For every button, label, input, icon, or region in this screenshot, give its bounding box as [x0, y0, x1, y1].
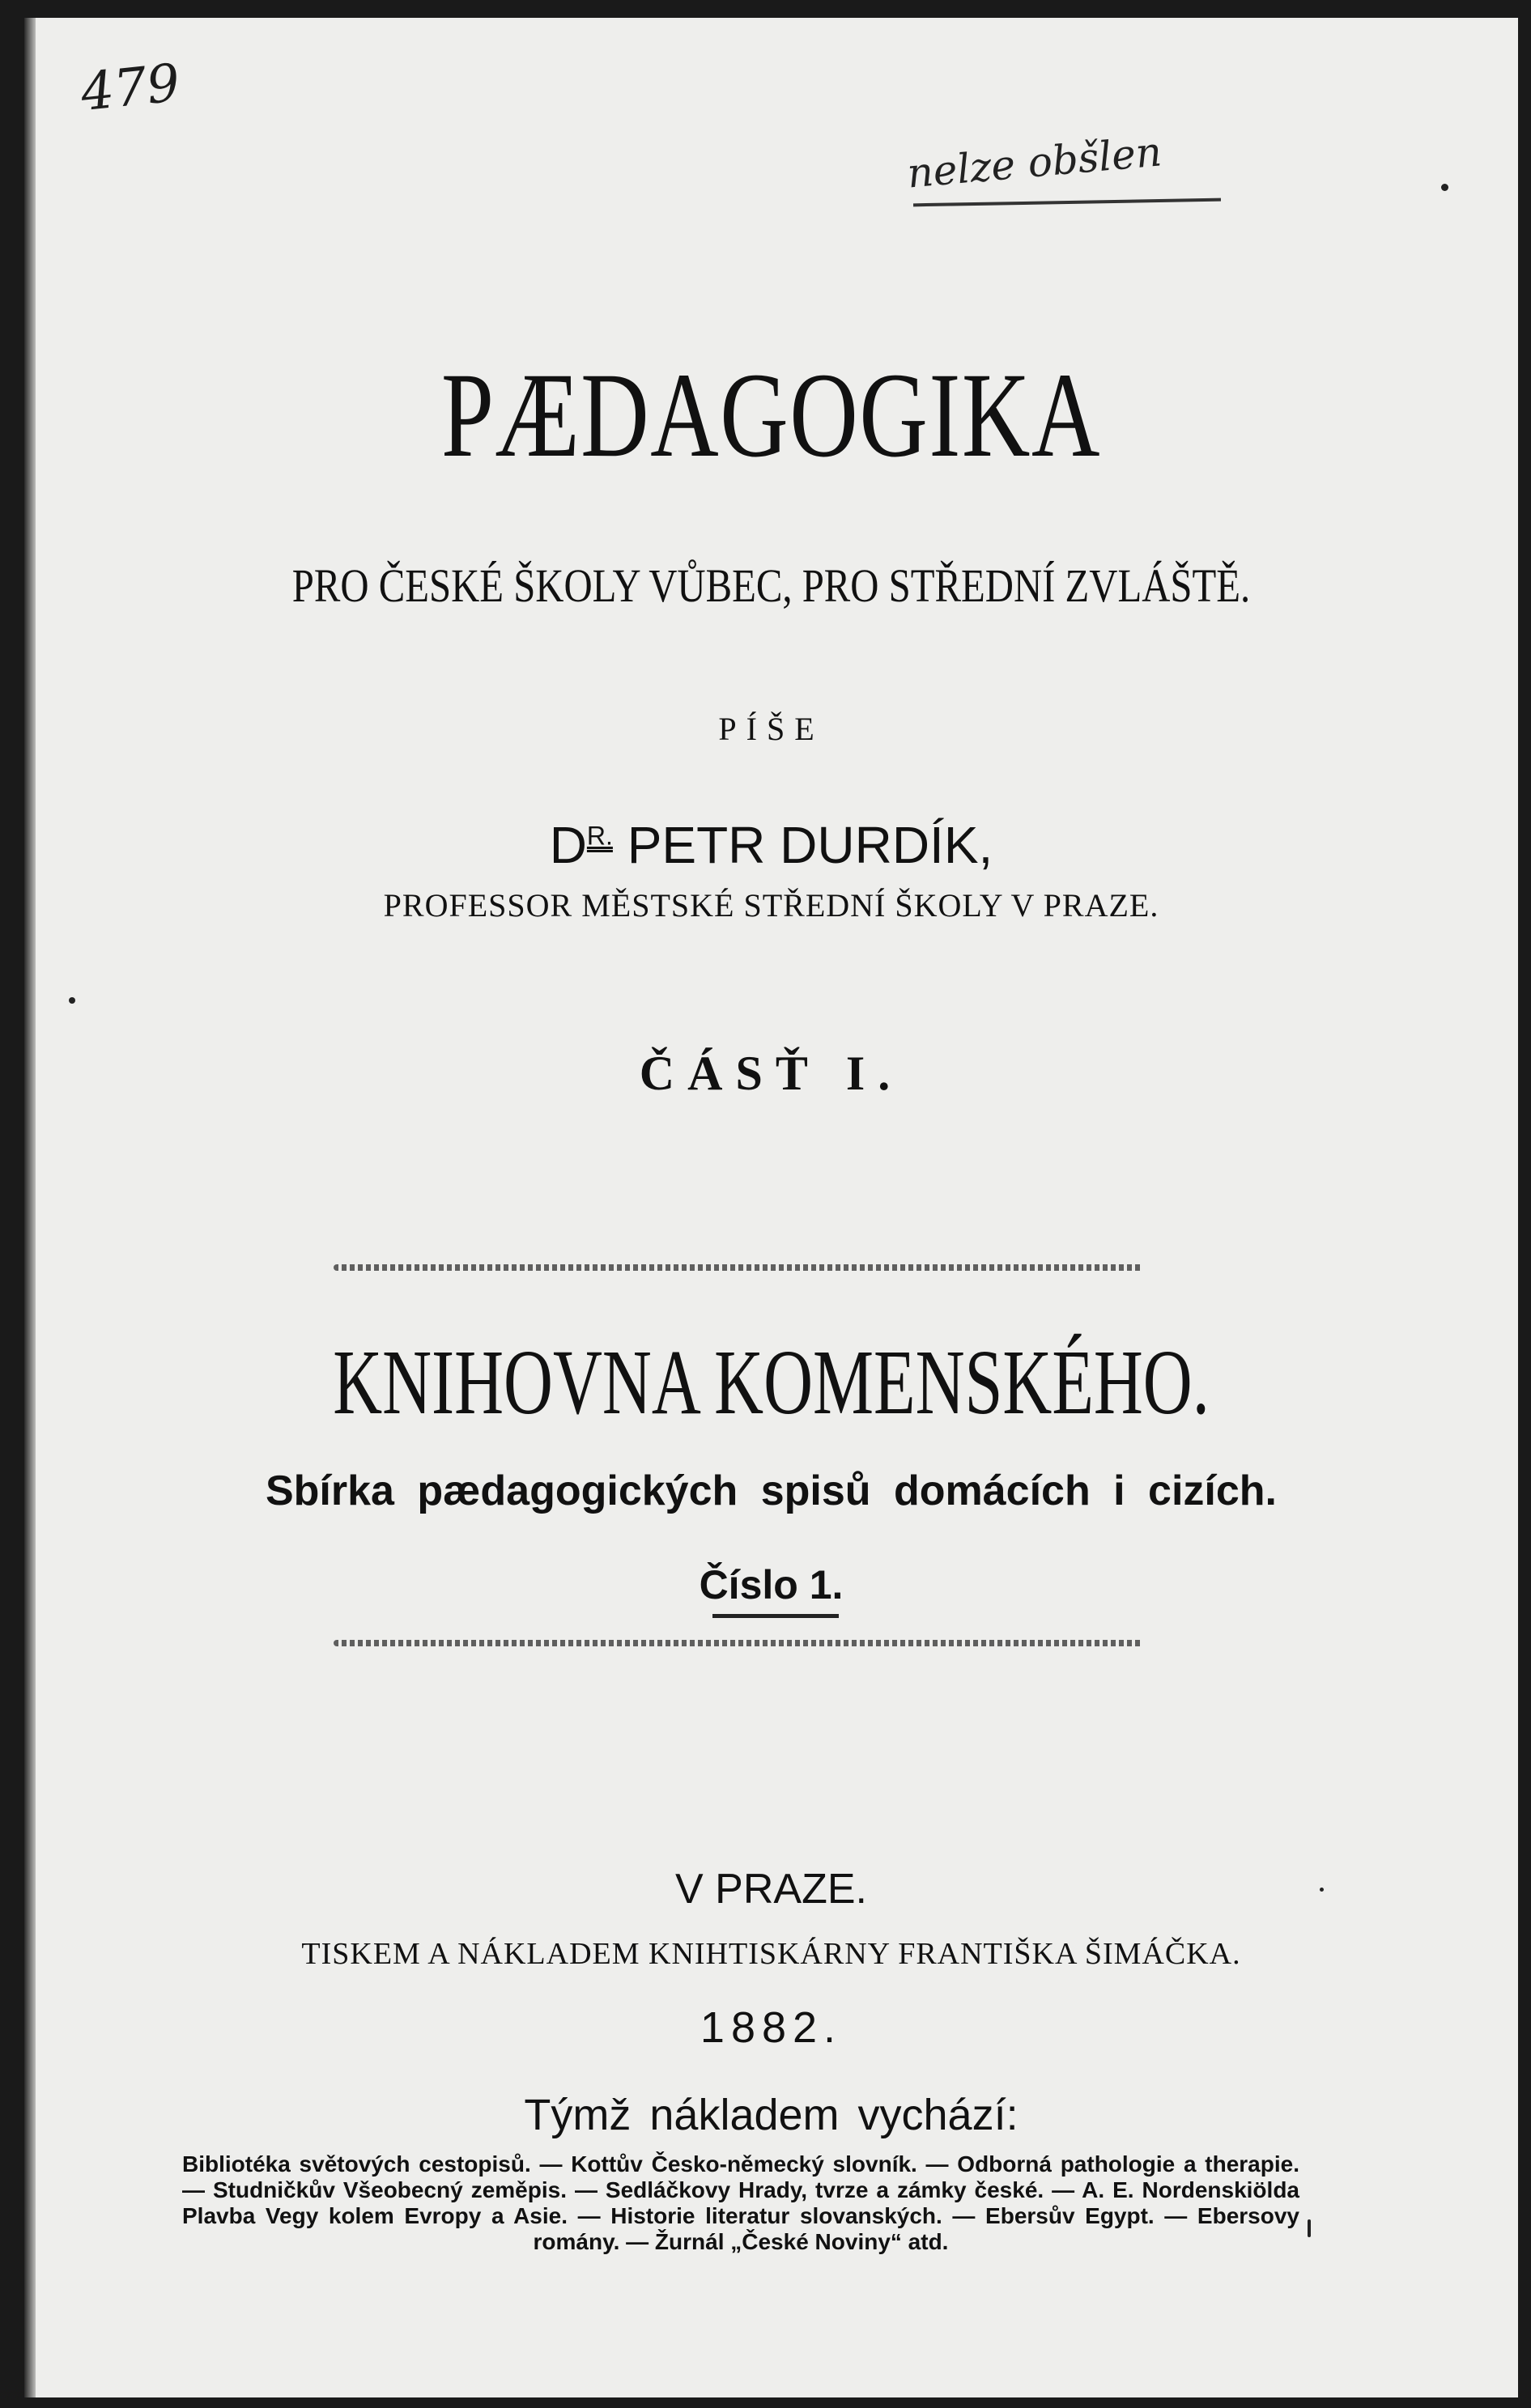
decorative-rule-top: [334, 1264, 1143, 1271]
paper-speck: [1320, 1888, 1324, 1892]
handwritten-note-underline: [913, 198, 1221, 207]
series-name: KNIHOVNA KOMENSKÉHO.: [333, 1331, 1210, 1433]
author-label: PÍŠE: [718, 711, 824, 747]
book-title: PÆDAGOGIKA: [440, 348, 1102, 482]
decorative-rule-bottom: [334, 1640, 1143, 1646]
imprint-city: V PRAZE.: [675, 1866, 867, 1913]
advertisement-heading: Týmž nákladem vychází:: [524, 2091, 1019, 2139]
advertisement-text: Bibliotéka světových cestopisů. — Kottův Česko-německý slovník. — Odborná pathologie a therapie. — Studničkův Všeobecný zeměpis. — Sedláčkovy Hrady, tvrze a zámky české. — A. E. Nordenskiölda Plavba Vegy kolem Evropy a Asie. — Historie literatur slovanských. — Ebersův Egypt. — Ebersovy romány. — Žurnál „České Noviny“ atd.: [182, 2151, 1299, 2254]
handwritten-note: nelze obšlen: [905, 128, 1164, 197]
series-number-underline: [712, 1614, 839, 1618]
paper-speck: [1308, 2219, 1311, 2237]
title-page: [24, 18, 1518, 2397]
imprint-printer: TISKEM A NÁKLADEM KNIHTISKÁRNY FRANTIŠKA ŠIMÁČKA.: [301, 1937, 1241, 1971]
author-name: PETR DURDÍK,: [627, 816, 993, 874]
paper-speck: [69, 997, 75, 1004]
author-title: PROFESSOR MĚSTSKÉ STŘEDNÍ ŠKOLY V PRAZE.: [383, 887, 1159, 924]
author-prefix-superscript: R.: [586, 821, 613, 851]
author-prefix: D: [549, 816, 587, 874]
book-subtitle: PRO ČESKÉ ŠKOLY VŮBEC, PRO STŘEDNÍ ZVLÁŠTĚ.: [291, 559, 1251, 612]
imprint-year: 1882.: [700, 2003, 843, 2052]
handwritten-catalog-number: 479: [78, 53, 183, 124]
paper-speck: [1441, 184, 1448, 191]
series-number: Číslo 1.: [699, 1562, 844, 1607]
series-description: Sbírka pædagogických spisů domácích i cizích.: [265, 1467, 1277, 1514]
part-number: ČÁSŤ I.: [639, 1047, 904, 1100]
author-name-line: [24, 815, 1518, 875]
